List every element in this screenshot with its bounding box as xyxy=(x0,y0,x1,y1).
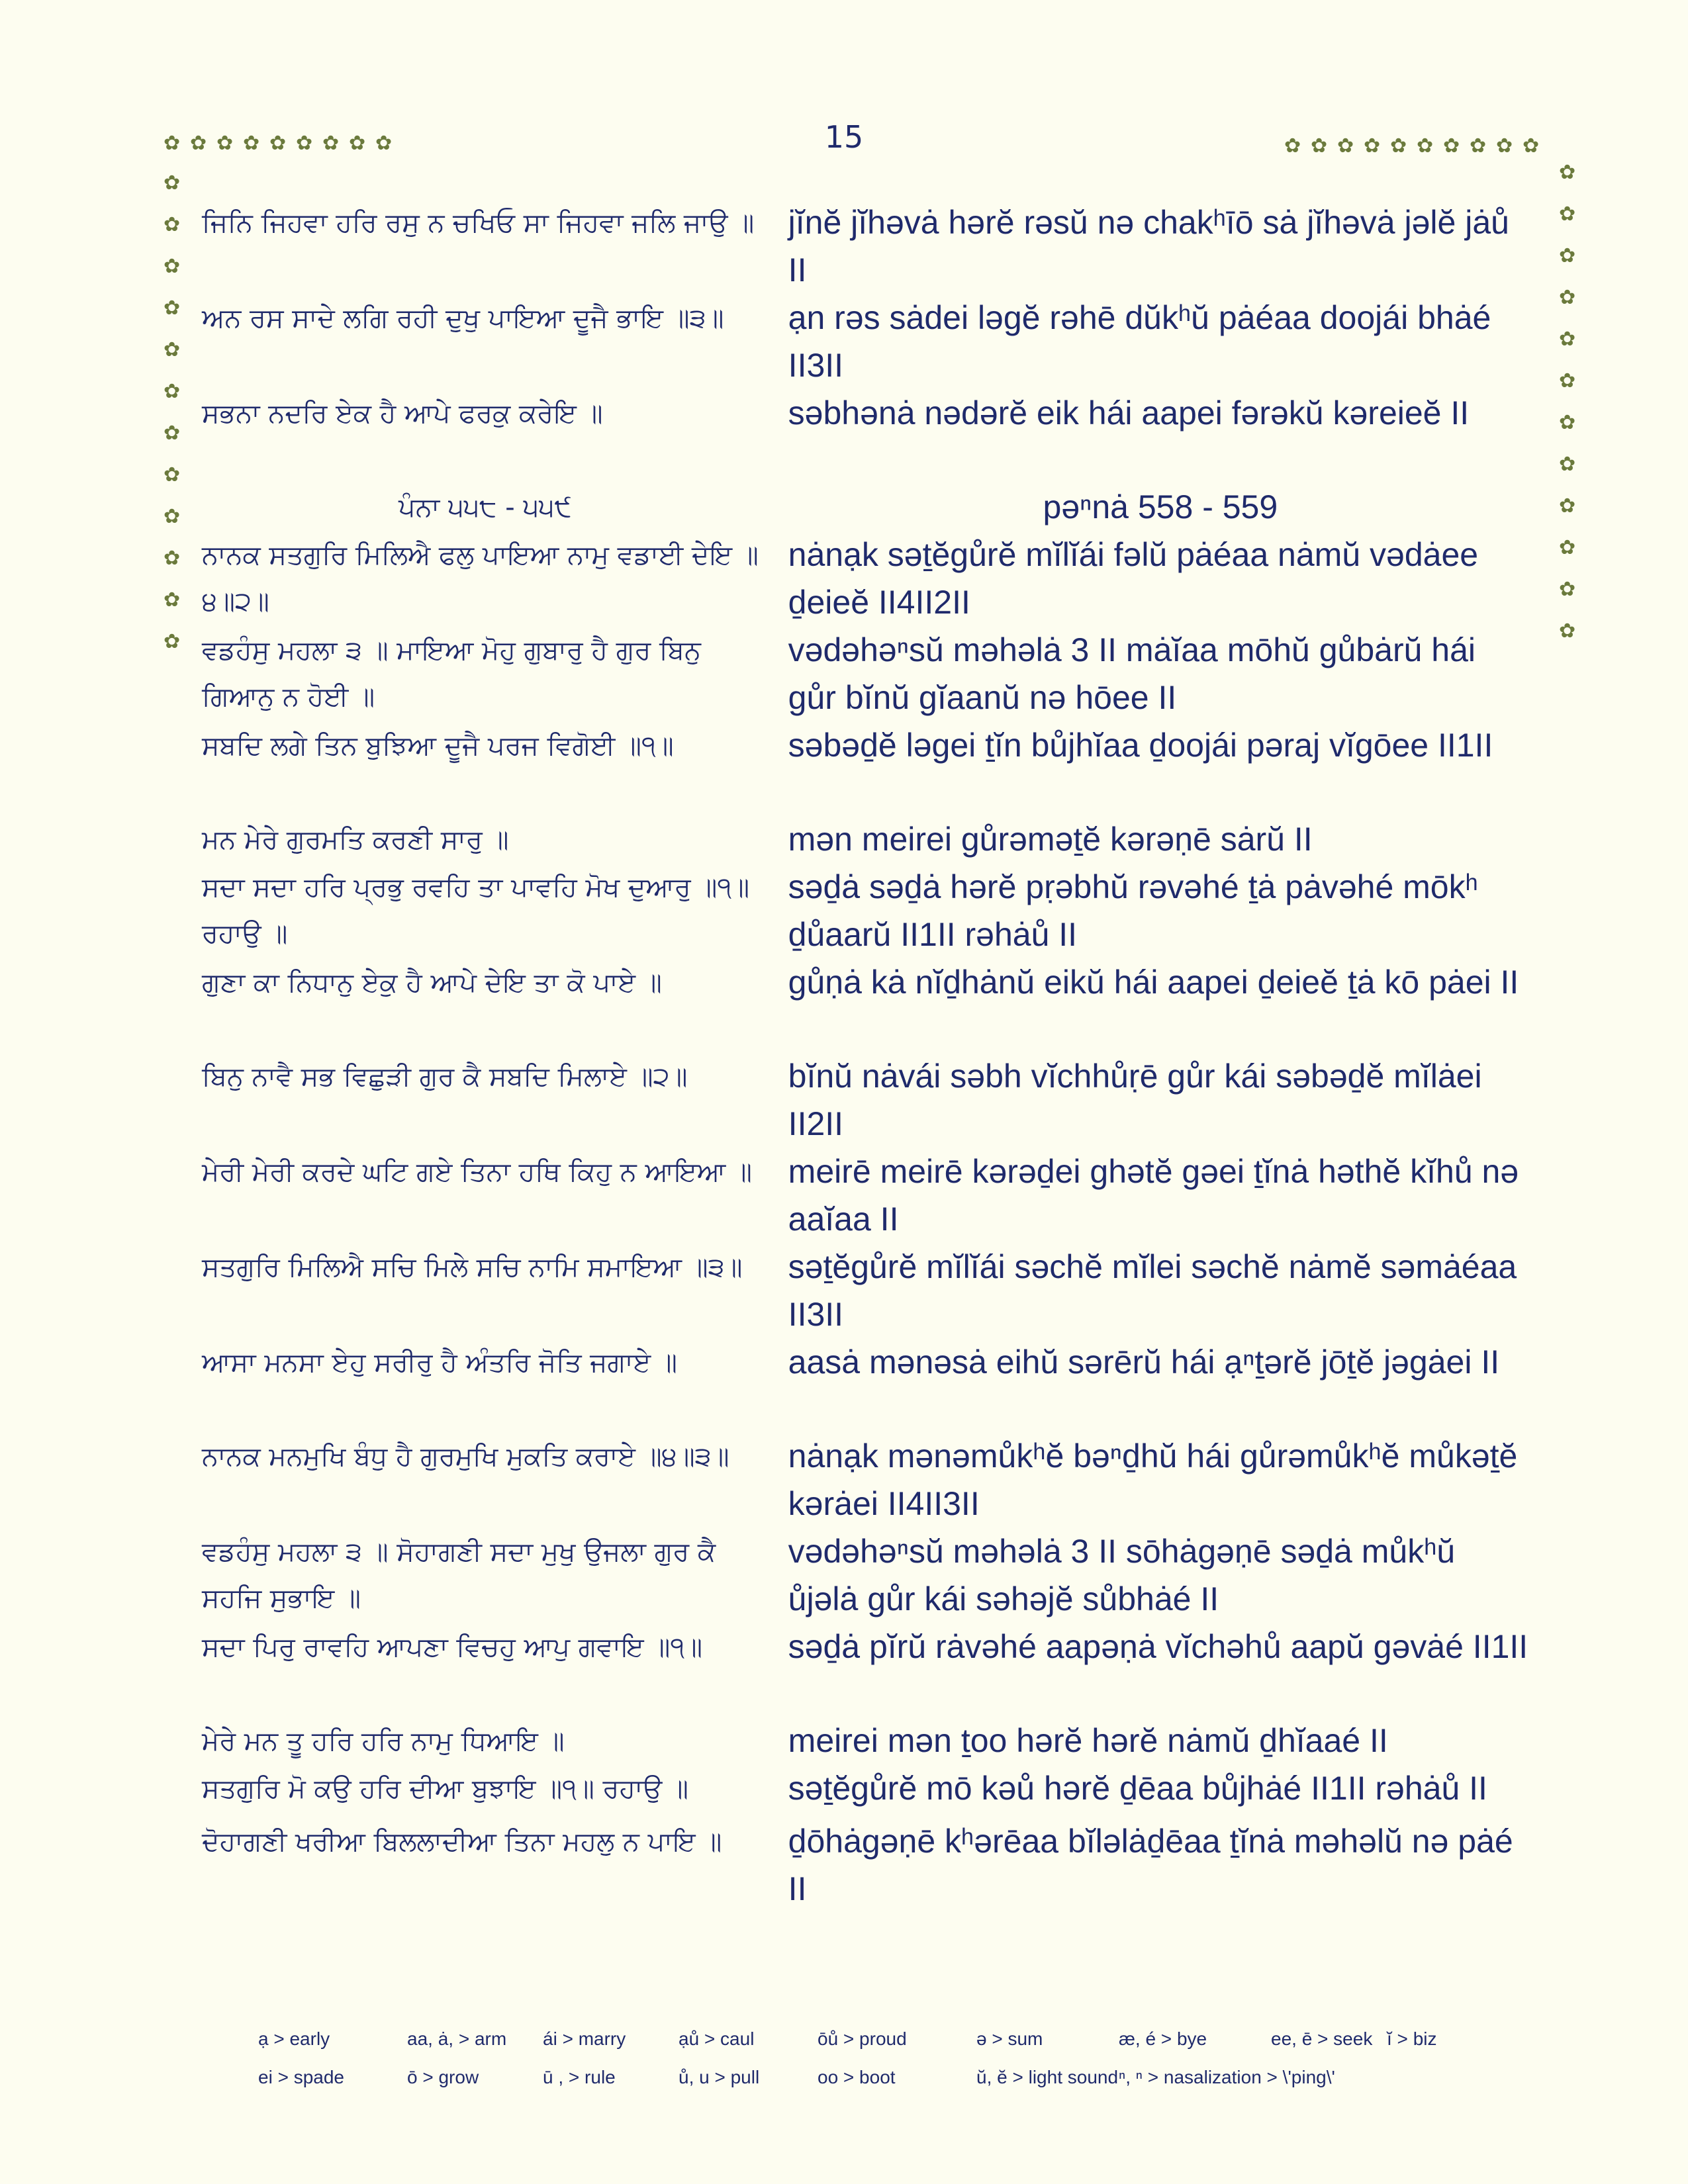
transliteration-text: ḏōhȧgəṇē kʰərēaa bĭləlȧḏēaa ṯĭnȧ məhəlŭ nə pȧé II xyxy=(788,1823,1513,1907)
gurmukhi-text: ਬਿਨੁ ਨਾਵੈ ਸਭ ਵਿਛੁੜੀ ਗੁਰ ਕੈ ਸਬਦਿ ਮਿਲਾਏ ॥੨॥ xyxy=(202,1062,688,1092)
flower-icon: ✿ xyxy=(1559,328,1576,351)
verse-row xyxy=(202,1527,1532,1623)
verse-row xyxy=(202,1817,1532,1913)
verse-row xyxy=(202,815,1532,863)
verse-row xyxy=(202,1717,1532,1764)
legend-item: ee, ē > seek xyxy=(1271,2028,1373,2049)
flower-icon: ✿ xyxy=(1559,244,1576,267)
legend-item: ei > spade xyxy=(258,2067,344,2087)
transliteration-text: vədəhəⁿsŭ məhəlȧ 3 II mȧĭaa mōhŭ gůbȧrŭ hái gůr bĭnŭ gĭaanŭ nə hōee II xyxy=(788,631,1476,716)
transliteration-text: vədəhəⁿsŭ məhəlȧ 3 II sōhȧgəṇē səḏȧ můkʰŭ ůjəlȧ gůr kái səhəjĕ sůbhȧé II xyxy=(788,1533,1456,1617)
flower-icon: ✿ xyxy=(1559,369,1576,392)
flower-icon: ✿ xyxy=(349,132,366,155)
legend-item: ái > marry xyxy=(543,2028,626,2049)
flower-icon: ✿ xyxy=(1523,134,1540,158)
verse-row xyxy=(202,1052,1532,1148)
flower-icon: ✿ xyxy=(243,132,260,155)
flower-icon: ✿ xyxy=(1311,134,1328,158)
flower-icon: ✿ xyxy=(164,255,181,278)
transliteration-text: mən meirei gůrəməṯĕ kərəṇē sȧrŭ II xyxy=(788,821,1313,858)
flower-icon: ✿ xyxy=(1496,134,1513,158)
flower-icon: ✿ xyxy=(1417,134,1434,158)
flower-icon: ✿ xyxy=(216,132,234,155)
transliteration-text: meirei mən ṯoo hərĕ hərĕ nȧmŭ ḏhĭaaé II xyxy=(788,1722,1388,1759)
verse-row xyxy=(202,1338,1532,1432)
flower-icon: ✿ xyxy=(164,588,181,612)
flower-icon: ✿ xyxy=(1559,161,1576,184)
flower-icon: ✿ xyxy=(1337,134,1354,158)
flower-icon: ✿ xyxy=(164,630,181,653)
flower-icon: ✿ xyxy=(164,505,181,528)
gurmukhi-text: ਸਦਾ ਪਿਰੁ ਰਾਵਹਿ ਆਪਣਾ ਵਿਚਹੁ ਆਪੁ ਗਵਾਇ ॥੧॥ xyxy=(202,1632,703,1662)
transliteration-text: bĭnŭ nȧvái səbh vĭchhůṛē gůr kái səbəḏĕ mĭlȧei II2II xyxy=(788,1058,1482,1142)
transliteration-text: səbhənȧ nədərĕ eik hái aapei fərəkŭ kəreieĕ II xyxy=(788,394,1470,432)
gurmukhi-text: ਗੁਣਾ ਕਾ ਨਿਧਾਨੁ ਏਕੁ ਹੈ ਆਪੇ ਦੇਇ ਤਾ ਕੋ ਪਾਏ ॥ xyxy=(202,968,662,998)
flower-icon: ✿ xyxy=(1559,203,1576,226)
gurmukhi-text: ਵਡਹੰਸੁ ਮਹਲਾ ੩ ॥ ਸੋਹਾਗਣੀ ਸਦਾ ਮੁਖੁ ਉਜਲਾ ਗੁਰ ਕੈ ਸਹਜਿ ਸੁਭਾਇ ॥ xyxy=(202,1537,716,1614)
legend-item: æ, é > bye xyxy=(1119,2028,1207,2049)
gurmukhi-text: ਨਾਨਕ ਸਤਗੁਰਿ ਮਿਲਿਐ ਫਲੁ ਪਾਇਆ ਨਾਮੁ ਵਡਾਈ ਦੇਇ ॥੪॥੨॥ xyxy=(202,540,759,617)
flower-icon: ✿ xyxy=(1559,578,1576,601)
flower-icon: ✿ xyxy=(164,547,181,570)
flower-icon: ✿ xyxy=(164,463,181,486)
pronunciation-legend xyxy=(258,2028,1516,2105)
verse-row xyxy=(202,721,1532,815)
flower-icon: ✿ xyxy=(164,171,181,195)
flower-icon: ✿ xyxy=(296,132,313,155)
gurmukhi-text: ਵਡਹੰਸੁ ਮਹਲਾ ੩ ॥ ਮਾਇਆ ਮੋਹੁ ਗੁਬਾਰੁ ਹੈ ਗੁਰ ਬਿਨੁ ਗਿਆਨੁ ਨ ਹੋਈ ॥ xyxy=(202,635,701,712)
gurmukhi-text: ਸਬਦਿ ਲਗੇ ਤਿਨ ਬੁਝਿਆ ਦੂਜੈ ਪਰਜ ਵਿਗੋਈ ॥੧॥ xyxy=(202,731,674,761)
verse-row xyxy=(202,1148,1532,1243)
verse-row xyxy=(202,1764,1532,1817)
flower-icon: ✿ xyxy=(1284,134,1301,158)
legend-item: ạ > early xyxy=(258,2028,330,2049)
legend-item: oo > boot xyxy=(818,2067,896,2087)
legend-item: ŭ, ĕ > light sound xyxy=(976,2067,1119,2087)
transliteration-text: ạn rəs sȧdei ləgĕ rəhē dŭkʰŭ pȧéaa doojái bhȧé II3II xyxy=(788,299,1491,384)
legend-item: ū , > rule xyxy=(543,2067,616,2087)
verse-row xyxy=(202,1243,1532,1338)
flower-icon: ✿ xyxy=(1559,619,1576,643)
gurmukhi-text: ਸਦਾ ਸਦਾ ਹਰਿ ਪ੍ਰਭੁ ਰਵਹਿ ਤਾ ਪਾਵਹਿ ਮੋਖ ਦੁਆਰੁ ॥੧॥ ਰਹਾਉ ॥ xyxy=(202,872,750,949)
gurmukhi-text: ਪੰਨਾ ੫੫੮ - ੫੫੯ xyxy=(398,492,572,523)
legend-row xyxy=(258,2028,1516,2067)
verse-row xyxy=(202,531,1532,626)
flower-icon: ✿ xyxy=(1470,134,1487,158)
transliteration-text: jĭnĕ jĭhəvȧ hərĕ rəsŭ nə chakʰīō sȧ jĭhəvȧ jəlĕ jȧů II xyxy=(788,204,1509,289)
legend-item: ĭ > biz xyxy=(1387,2028,1437,2049)
gurmukhi-text: ਸਭਨਾ ਨਦਰਿ ਏਕ ਹੈ ਆਪੇ ਫਰਕੁ ਕਰੇਇ ॥ xyxy=(202,398,603,429)
flower-icon: ✿ xyxy=(190,132,207,155)
legend-item: ạů > caul xyxy=(679,2028,755,2049)
flower-icon: ✿ xyxy=(164,213,181,236)
legend-item: ō > grow xyxy=(407,2067,479,2087)
legend-item: aa, ȧ, > arm xyxy=(407,2028,507,2049)
gurmukhi-text: ਮੇਰੀ ਮੇਰੀ ਕਰਦੇ ਘਟਿ ਗਏ ਤਿਨਾ ਹਥਿ ਕਿਹੁ ਨ ਆਇਆ ॥ xyxy=(202,1157,752,1187)
gurmukhi-text: ਸਤਗੁਰਿ ਮੋ ਕਉ ਹਰਿ ਦੀਆ ਬੁਝਾਇ ॥੧॥ ਰਹਾਉ ॥ xyxy=(202,1774,688,1804)
verse-row xyxy=(202,958,1532,1052)
flower-icon: ✿ xyxy=(164,132,181,155)
gurmukhi-text: ਮਨ ਮੇਰੇ ਗੁਰਮਤਿ ਕਰਣੀ ਸਾਰੁ ॥ xyxy=(202,825,509,855)
verse-row xyxy=(202,1623,1532,1717)
gurmukhi-text: ਜਿਨਿ ਜਿਹਵਾ ਹਰਿ ਰਸੁ ਨ ਚਖਿਓ ਸਾ ਜਿਹਵਾ ਜਲਿ ਜਾਉ ॥ xyxy=(202,208,755,238)
flower-icon: ✿ xyxy=(164,422,181,445)
flower-icon: ✿ xyxy=(1364,134,1381,158)
page-number: 15 xyxy=(824,119,864,155)
verse-table xyxy=(202,199,1532,1913)
gurmukhi-text: ਆਸਾ ਮਨਸਾ ਏਹੁ ਸਰੀਰੁ ਹੈ ਅੰਤਰਿ ਜੋਤਿ ਜਗਾਏ ॥ xyxy=(202,1347,677,1378)
flower-icon: ✿ xyxy=(1559,411,1576,434)
flower-icon: ✿ xyxy=(1559,536,1576,559)
flower-icon: ✿ xyxy=(1559,494,1576,518)
gurmukhi-text: ਨਾਨਕ ਮਨਮੁਖਿ ਬੰਧੁ ਹੈ ਗੁਰਮੁਖਿ ਮੁਕਤਿ ਕਰਾਏ ॥੪॥੩॥ xyxy=(202,1441,729,1472)
transliteration-text: nȧnạk səṯĕgůrĕ mĭlĭái fəlŭ pȧéaa nȧmŭ vədȧee ḏeieĕ II4II2II xyxy=(788,536,1479,621)
flower-icon: ✿ xyxy=(1559,453,1576,476)
legend-item: ⁿ, ⁿ > nasalization > \'ping\' xyxy=(1119,2067,1335,2087)
verse-row xyxy=(202,199,1532,294)
transliteration-text: meirē meirē kərəḏei ghətĕ gəei ṯĭnȧ həthĕ kĭhů nə aaĭaa II xyxy=(788,1153,1519,1238)
verse-row xyxy=(202,1432,1532,1527)
gurmukhi-text: ਅਨ ਰਸ ਸਾਦੇ ਲਗਿ ਰਹੀ ਦੁਖੁ ਪਾਇਆ ਦੂਜੈ ਭਾਇ ॥੩॥ xyxy=(202,303,724,334)
flower-icon: ✿ xyxy=(1559,286,1576,309)
flower-icon: ✿ xyxy=(1443,134,1460,158)
transliteration-text: səbəḏĕ ləgei ṯĭn bůjhĭaa ḏoojái pəraj vĭgōee II1II xyxy=(788,727,1493,764)
verse-row xyxy=(202,626,1532,721)
transliteration-text: pəⁿnȧ 558 - 559 xyxy=(1043,488,1278,525)
verse-row xyxy=(202,389,1532,483)
gurmukhi-text: ਸਤਗੁਰਿ ਮਿਲਿਐ ਸਚਿ ਮਿਲੇ ਸਚਿ ਨਾਮਿ ਸਮਾਇਆ ॥੩॥ xyxy=(202,1252,743,1283)
page-heading-row xyxy=(202,483,1532,531)
transliteration-text: aasȧ mənəsȧ eihŭ sərērŭ hái ạⁿṯərĕ jōṯĕ jəgȧei II xyxy=(788,1343,1500,1381)
flower-icon: ✿ xyxy=(164,380,181,403)
gurmukhi-text: ਮੇਰੇ ਮਨ ਤੂ ਹਰਿ ਹਰਿ ਨਾਮੁ ਧਿਆਇ ॥ xyxy=(202,1726,565,1756)
transliteration-text: səṯĕgůrĕ mĭlĭái səchĕ mĭlei səchĕ nȧmĕ səmȧéaa II3II xyxy=(788,1248,1517,1333)
flower-icon: ✿ xyxy=(375,132,393,155)
legend-item: ə > sum xyxy=(976,2028,1043,2049)
verse-row xyxy=(202,863,1532,958)
transliteration-text: səṯĕgůrĕ mō kəů hərĕ ḏēaa bůjhȧé II1II rəhȧů II xyxy=(788,1770,1487,1807)
legend-row xyxy=(258,2067,1516,2105)
transliteration-text: səḏȧ səḏȧ hərĕ pṛəbhŭ rəvəhé ṯȧ pȧvəhé mōkʰ ḏůaarŭ II1II rəhȧů II xyxy=(788,868,1478,953)
transliteration-text: nȧnạk mənəmůkʰĕ bəⁿḏhŭ hái gůrəmůkʰĕ můkəṯĕ kərȧei II4II3II xyxy=(788,1437,1518,1522)
transliteration-text: gůṇȧ kȧ nĭḏhȧnŭ eikŭ hái aapei ḏeieĕ ṯȧ kō pȧei II xyxy=(788,964,1519,1001)
legend-item: ů, u > pull xyxy=(679,2067,760,2087)
flower-icon: ✿ xyxy=(164,338,181,361)
flower-icon: ✿ xyxy=(322,132,340,155)
verse-row xyxy=(202,294,1532,389)
transliteration-text: səḏȧ pĭrŭ rȧvəhé aapəṇȧ vĭchəhů aapŭ gəvȧé II1II xyxy=(788,1628,1528,1665)
gurmukhi-text: ਦੋਹਾਗਣੀ ਖਰੀਆ ਬਿਲਲਾਦੀਆ ਤਿਨਾ ਮਹਲੁ ਨ ਪਾਇ ॥ xyxy=(202,1827,722,1857)
flower-icon: ✿ xyxy=(164,296,181,320)
flower-icon: ✿ xyxy=(1390,134,1407,158)
legend-item: ōů > proud xyxy=(818,2028,907,2049)
flower-icon: ✿ xyxy=(269,132,287,155)
